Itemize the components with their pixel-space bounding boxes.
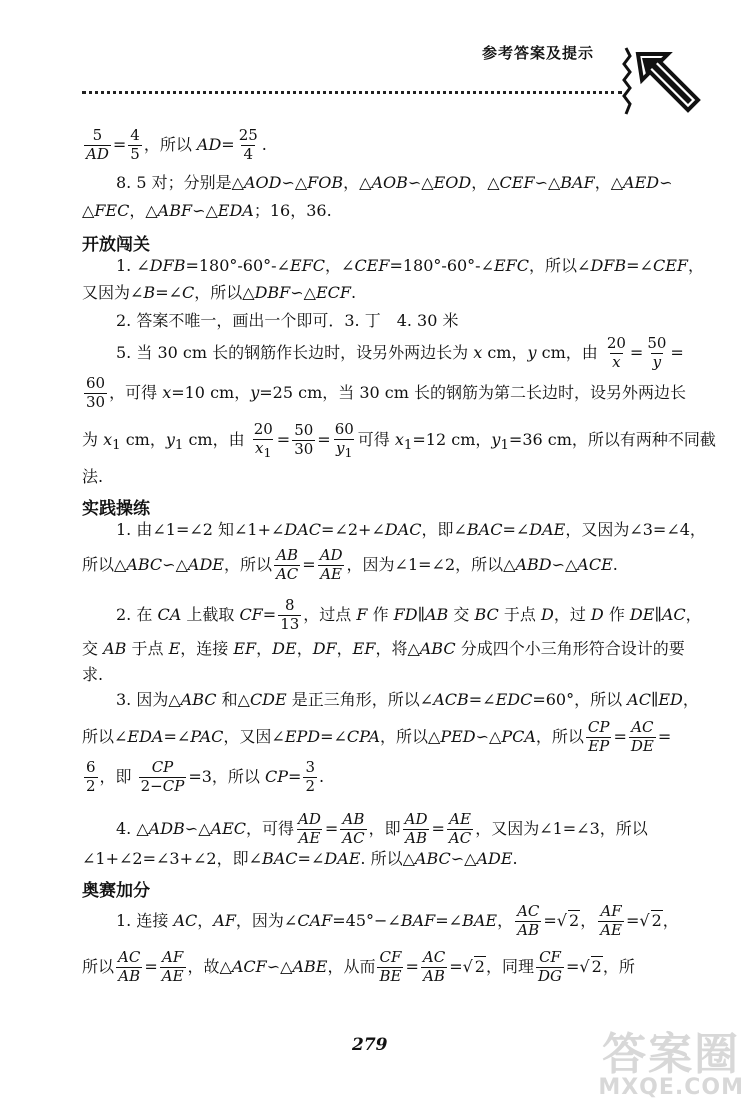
text-line: 2. 答案不唯一，画出一个即可．3. 丁 4. 30 米 — [116, 311, 459, 330]
watermark — [598, 1029, 744, 1100]
header-divider — [82, 91, 622, 94]
text-line: 所以∠EDA=∠PAC，又因∠EPD=∠CPA，所以△PED∽△PCA，所以 $\frac{CP}{EP}$ = $\frac{AC}{DE}$ = — [82, 718, 672, 755]
watermark-line1: 答案圈 — [602, 1029, 741, 1080]
text-line: 交 AB 于点 E，连接 EF，DE，DF，EF，将△ABC 分成四个小三角形符合设计的要 — [82, 639, 685, 658]
text-line: 所以△ABC∽△ADE，所以 $\frac{AB}{AC}$ = $\frac{AD}{AE}$ ，因为∠1=∠2，所以△ABD∽△ACE. — [82, 546, 618, 583]
page-number: 279 — [352, 1035, 388, 1055]
section-heading: 奥赛加分 — [82, 881, 150, 901]
watermark-line2: MXQE.COM — [598, 1075, 744, 1100]
text-line: 所以 $\frac{AC}{AB}$ = $\frac{AF}{AE}$ ，故△ACF∽△ABE，从而 $\frac{CF}{BE}$ = $\frac{AC}{AB}$ =√ 2，同理 $\frac{CF}{DG}$ =√ 2，所 — [82, 948, 635, 985]
text-line: $\frac{60}{30}$ ，可得 x=10 cm，y=25 cm，当 30 cm 长的钢筋为第二长边时，设另外两边长 — [86, 374, 687, 411]
section-heading: 开放闯关 — [82, 235, 150, 255]
text-line: 8. 5 对；分别是△AOD∽△FOB，△AOB∽△EOD，△CEF∽△BAF，△AED∽ — [116, 173, 673, 192]
text-line: 1. 连接 AC，AF，因为∠CAF=45°−∠BAF=∠BAE， $\frac{AC}{AB}$ =√ 2， $\frac{AF}{AE}$ =√ 2， — [116, 902, 679, 939]
text-line: 5. 当 30 cm 长的钢筋作长边时，设另外两边长为 x cm，y cm，由 $\frac{20}{x}$ = $\frac{50}{y}$ = — [116, 334, 684, 371]
text-line: $\frac{5}{AD}$ = $\frac{4}{5}$ ，所以 AD= $\frac{25}{4}$ . — [86, 126, 267, 163]
section-heading: 实践操练 — [82, 499, 150, 519]
text-line: 为 $x_1$ cm，$y_1$ cm，由 $\frac{20}{x_1}$ = $\frac{50}{30}$ = $\frac{60}{y_1}$ 可得 $x_1=12$ cm，$y_1=36$ cm，所以有两种不同截 — [82, 420, 716, 460]
text-line: 1. 由∠1=∠2 知∠1+∠DAC=∠2+∠DAC，即∠BAC=∠DAE，又因为∠3=∠4， — [116, 520, 706, 539]
text-line: ∠1+∠2=∠3+∠2，即∠BAC=∠DAE. 所以△ABC∽△ADE. — [82, 849, 518, 868]
text-line: 4. △ADB∽△AEC，可得 $\frac{AD}{AE}$ = $\frac{AB}{AC}$ ，即 $\frac{AD}{AB}$ = $\frac{AE}{AC}$ ，又因为∠1=∠3，所以 — [116, 810, 648, 847]
text-line: 3. 因为△ABC 和△CDE 是正三角形，所以∠ACB=∠EDC=60°，所以 AC∥ED， — [116, 690, 699, 709]
header-title: 参考答案及提示 — [482, 44, 595, 62]
text-line: 法. — [82, 467, 104, 486]
text-line: 又因为∠B=∠C，所以△DBF∽△ECF. — [82, 283, 357, 302]
text-line: 2. 在 CA 上截取 CF= $\frac{8}{13}$ ，过点 F 作 FD∥AB 交 BC 于点 D，过 D 作 DE∥AC， — [116, 596, 702, 633]
text-line: $\frac{6}{2}$ ，即 $\frac{CP}{2-CP}$ =3，所以 CP= $\frac{3}{2}$ . — [86, 758, 325, 795]
text-line: △FEC，△ABF∽△EDA；16，36. — [82, 201, 332, 220]
arrow-logo-icon — [618, 46, 708, 116]
text-line: 求. — [82, 665, 104, 684]
text-line: 1. ∠DFB=180°-60°-∠EFC，∠CEF=180°-60°-∠EFC，所以∠DFB=∠CEF， — [116, 256, 704, 275]
